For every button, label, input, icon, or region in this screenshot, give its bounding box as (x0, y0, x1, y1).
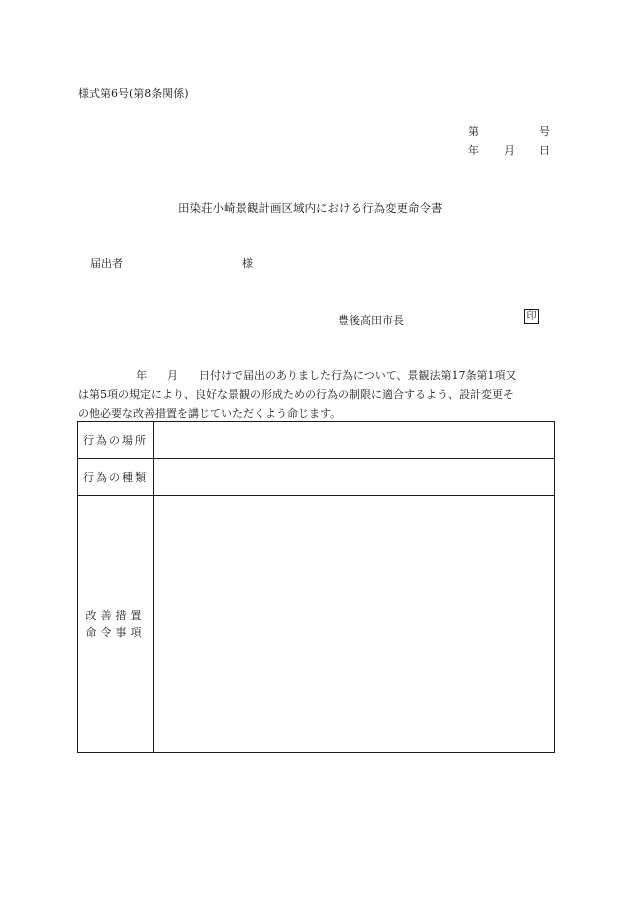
table-row-type (78, 459, 555, 496)
document-number-prefix: 第 (468, 125, 479, 138)
body-line-1 (78, 366, 556, 385)
form-number: 様式第6号(第8条関係) (78, 87, 189, 100)
action-type-field[interactable] (154, 459, 555, 496)
table-row-measures (78, 496, 555, 753)
body-month-label: 月 (167, 369, 178, 382)
location-label: 行為の場所 (78, 422, 154, 459)
measures-label (86, 607, 146, 641)
body-line-1-text: 日付けで届出のありました行為について、景観法第17条第1項又 (199, 369, 517, 382)
honorific: 様 (242, 257, 253, 270)
location-field[interactable] (154, 422, 555, 459)
date-day-label: 日 (539, 144, 550, 157)
body-year-label: 年 (136, 369, 147, 382)
measures-label-cell (78, 496, 154, 753)
date-year-label: 年 (468, 144, 479, 157)
seal-stamp: 印 (524, 309, 539, 324)
issuer-name: 豊後高田市長 (338, 314, 404, 327)
body-line-2: は第5項の規定により、良好な景観の形成ための行為の制限に適合するよう、設計変更そ (78, 388, 514, 401)
body-line-3: の他必要な改善措置を講じていただくよう命じます。 (78, 407, 342, 420)
document-title: 田染荘小崎景観計画区域内における行為変更命令書 (178, 201, 443, 215)
measures-label-line-1: 改善措置 (85, 609, 146, 622)
document-number-suffix: 号 (539, 125, 550, 138)
table-row-location (78, 422, 555, 459)
notifier-label: 届出者 (90, 257, 123, 270)
date-month-label: 月 (504, 144, 515, 157)
measures-label-line-2: 命令事項 (85, 626, 146, 639)
order-details-table (77, 421, 555, 753)
order-body (78, 366, 556, 423)
action-type-label: 行為の種類 (78, 459, 154, 496)
measures-field[interactable] (154, 496, 555, 753)
